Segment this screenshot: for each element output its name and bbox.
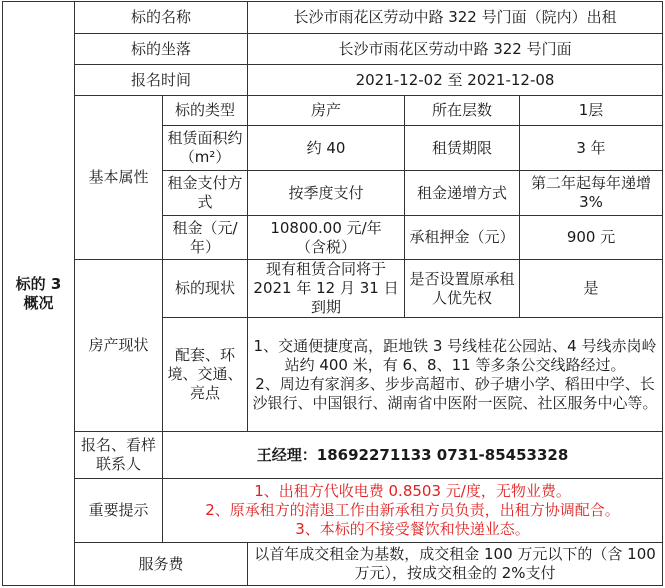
facilities-line2: 2、周边有家润多、步步高超市、砂子塘小学、稻田中学、长沙银行、中国银行、湖南省中医附一医院、社区服务中心等。: [252, 374, 658, 412]
row-contact: [3, 432, 663, 479]
status-label: 标的现状: [163, 260, 248, 318]
increase-value: 第二年起每年递增 3%: [520, 171, 663, 216]
property-label: 房产现状: [75, 260, 163, 432]
section-label: 标的 3 概况: [3, 2, 75, 586]
type-label: 标的类型: [163, 96, 248, 126]
contact-value: 王经理：18692271133 0731-85453328: [163, 432, 663, 479]
row-status: [3, 260, 663, 318]
rent-value-line1: 10800.00 元/年: [270, 218, 382, 237]
rent-value: [248, 216, 405, 260]
row-name: [3, 2, 663, 34]
basic-label: 基本属性: [75, 96, 163, 260]
notice-item: 2、原承租方的清退工作由新承租方员负责，出租方协调配合。: [205, 501, 620, 519]
notice-label: 重要提示: [75, 479, 163, 543]
payment-value: 按季度支付: [248, 171, 405, 216]
area-value: 约 40: [248, 126, 405, 171]
location-value: 长沙市雨花区劳动中路 322 号门面: [248, 34, 663, 65]
floor-label: 所在层数: [405, 96, 520, 126]
name-value: 长沙市雨花区劳动中路 322 号门面（院内）出租: [248, 2, 663, 34]
facilities-line1: 1、交通便捷度高，距地铁 3 号线桂花公园站、4 号线赤岗岭站约 400 米，有 6、8、11 等多条公交线路经过。: [253, 336, 657, 374]
signup-label: 报名时间: [75, 65, 248, 96]
notice-item: 1、出租方代收电费 0.8503 元/度，无物业费。: [254, 482, 571, 500]
location-label: 标的坐落: [75, 34, 248, 65]
payment-label: 租金支付方式: [163, 171, 248, 216]
fee-value: 以首年成交租金为基数，成交租金 100 万元以下的（含 100 万元），按成交租金的 2%支付: [248, 543, 663, 586]
deposit-value: 900 元: [520, 216, 663, 260]
rent-value-line2: （含税）: [296, 237, 357, 256]
priority-value: 是: [520, 260, 663, 318]
info-table: [2, 1, 663, 586]
status-value: 现有租赁合同将于 2021 年 12 月 31 日到期: [248, 260, 405, 318]
row-notice: [3, 479, 663, 543]
row-type: [3, 96, 663, 126]
row-location: [3, 34, 663, 65]
period-label: 租赁期限: [405, 126, 520, 171]
type-value: 房产: [248, 96, 405, 126]
area-label: 租赁面积约（m²）: [163, 126, 248, 171]
notice-item: 3、本标的不接受餐饮和快递业态。: [295, 520, 530, 538]
contact-label: 报名、看样联系人: [75, 432, 163, 479]
rent-label: 租金（元/年）: [163, 216, 248, 260]
floor-value: 1层: [520, 96, 663, 126]
name-label: 标的名称: [75, 2, 248, 34]
signup-value: 2021-12-02 至 2021-12-08: [248, 65, 663, 96]
priority-label: 是否设置原承租人优先权: [405, 260, 520, 318]
row-signup: [3, 65, 663, 96]
deposit-label: 承租押金（元）: [405, 216, 520, 260]
fee-label: 服务费: [75, 543, 248, 586]
row-fee: [3, 543, 663, 586]
increase-label: 租金递增方式: [405, 171, 520, 216]
notice-list: [163, 479, 663, 543]
period-value: 3 年: [520, 126, 663, 171]
facilities-label: 配套、环境、交通、亮点: [163, 318, 248, 432]
facilities-value: [248, 318, 663, 432]
